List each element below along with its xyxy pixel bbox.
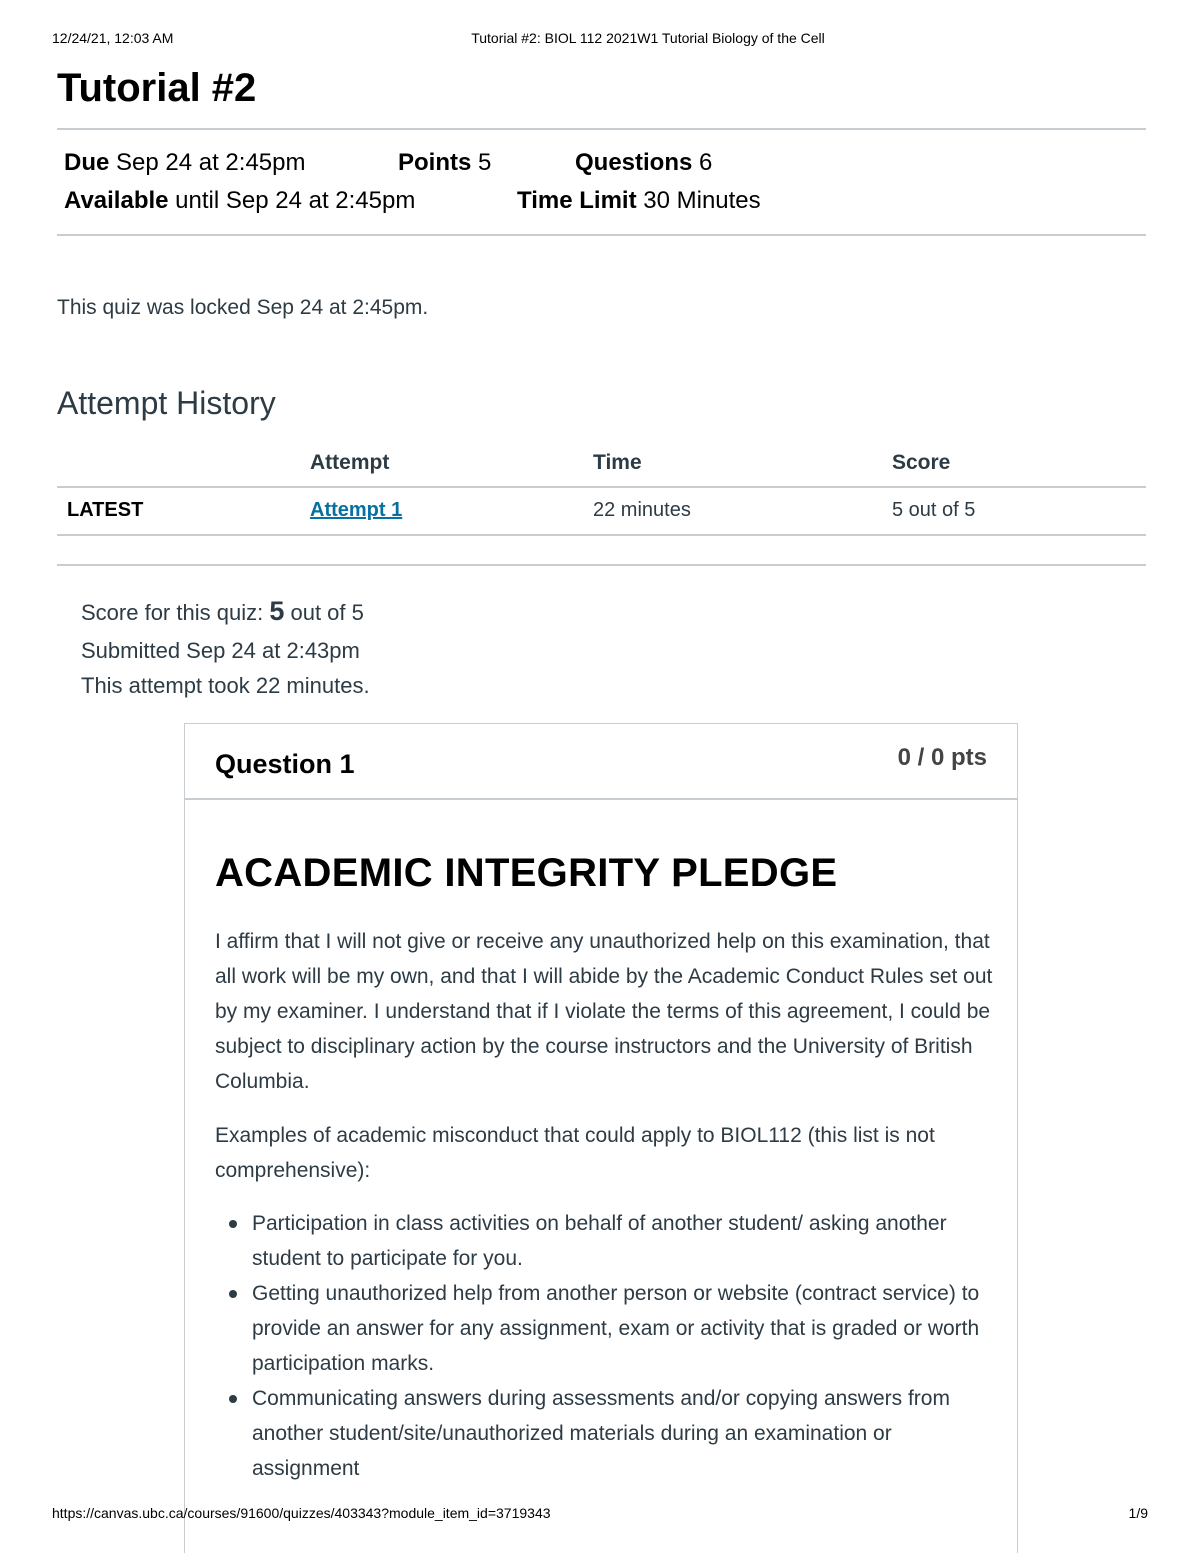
locked-message: This quiz was locked Sep 24 at 2:45pm. bbox=[57, 296, 429, 319]
page-url: https://canvas.ubc.ca/courses/91600/quizzes/403343?module_item_id=3719343 bbox=[52, 1505, 551, 1521]
quiz-score bbox=[81, 596, 364, 627]
question-header bbox=[185, 724, 1017, 800]
pledge-paragraph: I affirm that I will not give or receive any unauthorized help on this examination, that all work will be my own, and that I will abide by the Academic Conduct Rules set out by my examiner. I understand that if I violate the terms of this agreement, I could be subject to disciplinary action by the course instructors and the University of British Columbia. bbox=[215, 930, 993, 1093]
column-header-attempt: Attempt bbox=[310, 451, 390, 474]
pledge-heading: ACADEMIC INTEGRITY PLEDGE bbox=[215, 851, 838, 895]
time-limit-value: 30 Minutes bbox=[643, 187, 761, 214]
submitted-time: Submitted Sep 24 at 2:43pm bbox=[81, 638, 360, 663]
time-limit-label: Time Limit bbox=[517, 187, 637, 214]
print-datetime: 12/24/21, 12:03 AM bbox=[52, 30, 174, 46]
divider bbox=[57, 234, 1146, 236]
attempt-duration: This attempt took 22 minutes. bbox=[81, 673, 370, 698]
list-item: Getting unauthorized help from another person or website (contract service) to provide an answer for any assignment, exam or activity that is graded or worth participation marks. bbox=[215, 1276, 995, 1381]
questions-label: Questions bbox=[575, 149, 693, 176]
due-value: Sep 24 at 2:45pm bbox=[116, 149, 306, 176]
misconduct-list bbox=[215, 1206, 995, 1486]
attempt-time: 22 minutes bbox=[593, 499, 691, 521]
page-title: Tutorial #2 bbox=[57, 66, 257, 110]
score-prefix: Score for this quiz: bbox=[81, 600, 264, 625]
question-points: 0 / 0 pts bbox=[897, 744, 987, 771]
question-name: Question 1 bbox=[215, 749, 355, 779]
quiz-time-limit bbox=[517, 187, 761, 215]
list-item: Communicating answers during assessments and/or copying answers from another student/site/unauthorized materials during an examination or assignment bbox=[215, 1381, 995, 1486]
page-number: 1/9 bbox=[1128, 1505, 1148, 1521]
quiz-points bbox=[398, 149, 491, 177]
latest-tag: LATEST bbox=[67, 499, 144, 521]
list-item: Participation in class activities on behalf of another student/ asking another student to participate for you. bbox=[215, 1206, 995, 1276]
divider bbox=[57, 564, 1146, 566]
score-value: 5 bbox=[269, 596, 285, 626]
quiz-available bbox=[64, 187, 415, 215]
due-label: Due bbox=[64, 149, 110, 176]
points-value: 5 bbox=[478, 149, 492, 176]
questions-value: 6 bbox=[699, 149, 713, 176]
table-header-divider bbox=[57, 486, 1146, 488]
attempt-1-link[interactable]: Attempt 1 bbox=[310, 499, 403, 521]
available-value: until Sep 24 at 2:45pm bbox=[175, 187, 416, 214]
attempt-history-heading: Attempt History bbox=[57, 385, 276, 421]
available-label: Available bbox=[64, 187, 169, 214]
quiz-due bbox=[64, 149, 305, 177]
print-doc-title: Tutorial #2: BIOL 112 2021W1 Tutorial Biology of the Cell bbox=[471, 30, 825, 46]
misconduct-intro: Examples of academic misconduct that could apply to BIOL112 (this list is not comprehensive): bbox=[215, 1124, 935, 1182]
question-card bbox=[184, 723, 1018, 1553]
column-header-score: Score bbox=[892, 451, 951, 474]
score-suffix: out of 5 bbox=[290, 600, 364, 625]
points-label: Points bbox=[398, 149, 472, 176]
table-row-divider bbox=[57, 534, 1146, 536]
print-header bbox=[0, 30, 1200, 50]
quiz-questions bbox=[575, 149, 712, 177]
column-header-time: Time bbox=[593, 451, 642, 474]
attempt-score: 5 out of 5 bbox=[892, 499, 976, 521]
divider bbox=[57, 128, 1146, 130]
